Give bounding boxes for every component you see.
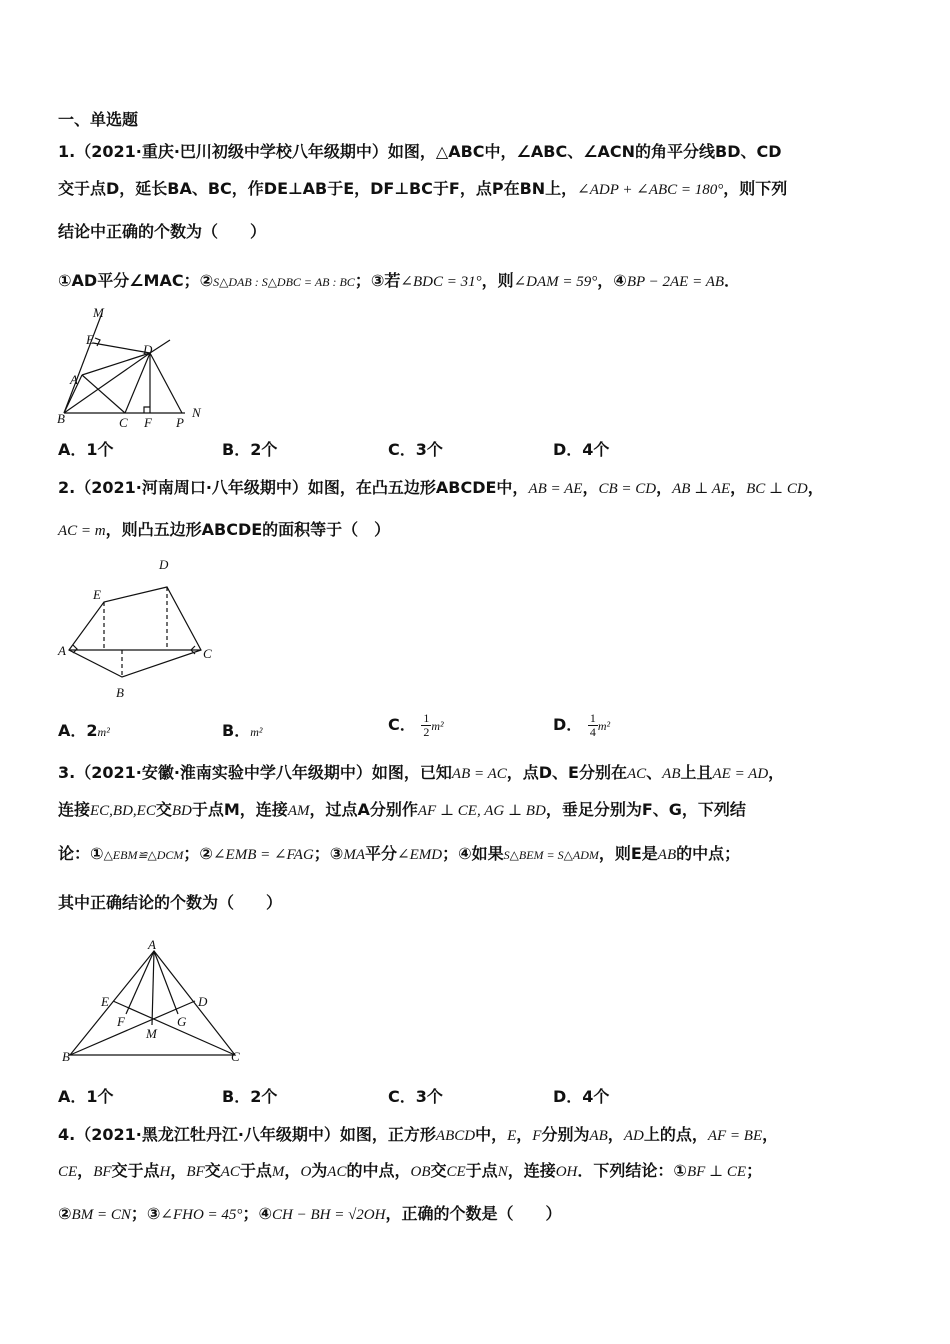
q3-label-g: G bbox=[177, 1014, 187, 1029]
q2-label-e: E bbox=[93, 587, 101, 602]
q1-label-p: P bbox=[176, 415, 184, 430]
q3-option-b[interactable]: B．2个 bbox=[222, 1087, 278, 1106]
q1-line-1: 1.（2021·重庆·巴川初级中学校八年级期中）如图，△ABC中，∠ABC、∠ACN的角平分线BD、CD bbox=[58, 142, 782, 161]
q3-line-3: 论：①△EBM≌△DCM；②∠EMB = ∠FAG；③MA平分∠EMD；④如果S△BEM = S△ADM，则E是AB的中点； bbox=[58, 844, 741, 863]
q2-option-d[interactable]: D． $\frac{1}{4}$ m² bbox=[553, 711, 611, 739]
q2-option-a[interactable]: A．2m² bbox=[58, 721, 110, 740]
q1-statements: ①AD平分∠MAC；②S△DAB : S△DBC = AB : BC；③若∠BDC = 31°，则∠DAM = 59°，④BP − 2AE = AB． bbox=[58, 271, 741, 290]
q3-figure bbox=[60, 938, 245, 1063]
q1-label-b: B bbox=[57, 411, 65, 426]
q1-figure bbox=[55, 303, 215, 428]
q2-option-b[interactable]: B．m² bbox=[222, 721, 263, 740]
q3-label-c: C bbox=[231, 1049, 240, 1064]
q1-label-m: M bbox=[93, 305, 104, 320]
q4-line-1: 4.（2021·黑龙江牡丹江·八年级期中）如图，正方形ABCD中，E，F分别为AB，AD上的点，AF = BE， bbox=[58, 1125, 779, 1144]
q2-label-c: C bbox=[203, 646, 212, 661]
q3-label-m: M bbox=[146, 1026, 157, 1041]
q2-label-b: B bbox=[116, 685, 124, 700]
q3-label-a: A bbox=[148, 937, 156, 952]
q1-option-d[interactable]: D．4个 bbox=[553, 440, 610, 459]
q3-label-e: E bbox=[101, 994, 109, 1009]
q1-line-2: 交于点D，延长BA、BC，作DE⊥AB于E，DF⊥BC于F，点P在BN上，∠ADP + ∠ABC = 180°，则下列 bbox=[58, 179, 788, 198]
q3-option-d[interactable]: D．4个 bbox=[553, 1087, 610, 1106]
q2-line-1: 2.（2021·河南周口·八年级期中）如图，在凸五边形ABCDE中，AB = AE，CB = CD，AB ⊥ AE，BC ⊥ CD， bbox=[58, 478, 824, 497]
q1-label-n: N bbox=[192, 405, 201, 420]
q2-option-c[interactable]: C． $\frac{1}{2}$ m² bbox=[388, 711, 444, 739]
q3-label-f: F bbox=[117, 1014, 125, 1029]
q1-label-e: E bbox=[86, 332, 94, 347]
q1-label-f: F bbox=[144, 415, 152, 430]
q3-option-a[interactable]: A．1个 bbox=[58, 1087, 114, 1106]
q1-label-d: D bbox=[143, 342, 153, 357]
q1-option-c[interactable]: C．3个 bbox=[388, 440, 443, 459]
q2-label-a: A bbox=[58, 643, 66, 658]
q4-line-2: CE，BF交于点H，BF交AC于点M，O为AC的中点，OB交CE于点N，连接OH．下列结论：①BF ⊥ CE； bbox=[58, 1161, 763, 1180]
q3-option-c[interactable]: C．3个 bbox=[388, 1087, 443, 1106]
q1-option-a[interactable]: A．1个 bbox=[58, 440, 114, 459]
q2-fraction-half: $\frac{1}{2}$ bbox=[423, 711, 430, 739]
q1-option-b[interactable]: B．2个 bbox=[222, 440, 278, 459]
q2-label-d: D bbox=[159, 557, 169, 572]
q4-line-3: ②BM = CN；③∠FHO = 45°；④CH − BH = √2OH，正确的个数是（ ） bbox=[58, 1204, 562, 1223]
q3-line-4: 其中正确结论的个数为（ ） bbox=[58, 893, 283, 912]
q2-line-2: AC = m，则凸五边形ABCDE的面积等于（ ） bbox=[58, 520, 391, 539]
section-title: 一、单选题 bbox=[58, 110, 139, 129]
q1-label-c: C bbox=[119, 415, 128, 430]
q3-label-b: B bbox=[62, 1049, 70, 1064]
q1-line-3: 结论中正确的个数为（ ） bbox=[58, 222, 267, 241]
q1-label-a: A bbox=[70, 372, 78, 387]
q3-label-d: D bbox=[198, 994, 208, 1009]
q2-figure bbox=[55, 555, 220, 705]
q2-fraction-quarter: $\frac{1}{4}$ bbox=[589, 711, 596, 739]
q3-line-2: 连接EC,BD,EC交BD于点M，连接AM，过点A分别作AF ⊥ CE, AG ⊥ BD，垂足分别为F、G，下列结 bbox=[58, 800, 746, 819]
q3-line-1: 3.（2021·安徽·淮南实验中学八年级期中）如图，已知AB = AC，点D、E分别在AC、AB上且AE = AD， bbox=[58, 763, 785, 782]
